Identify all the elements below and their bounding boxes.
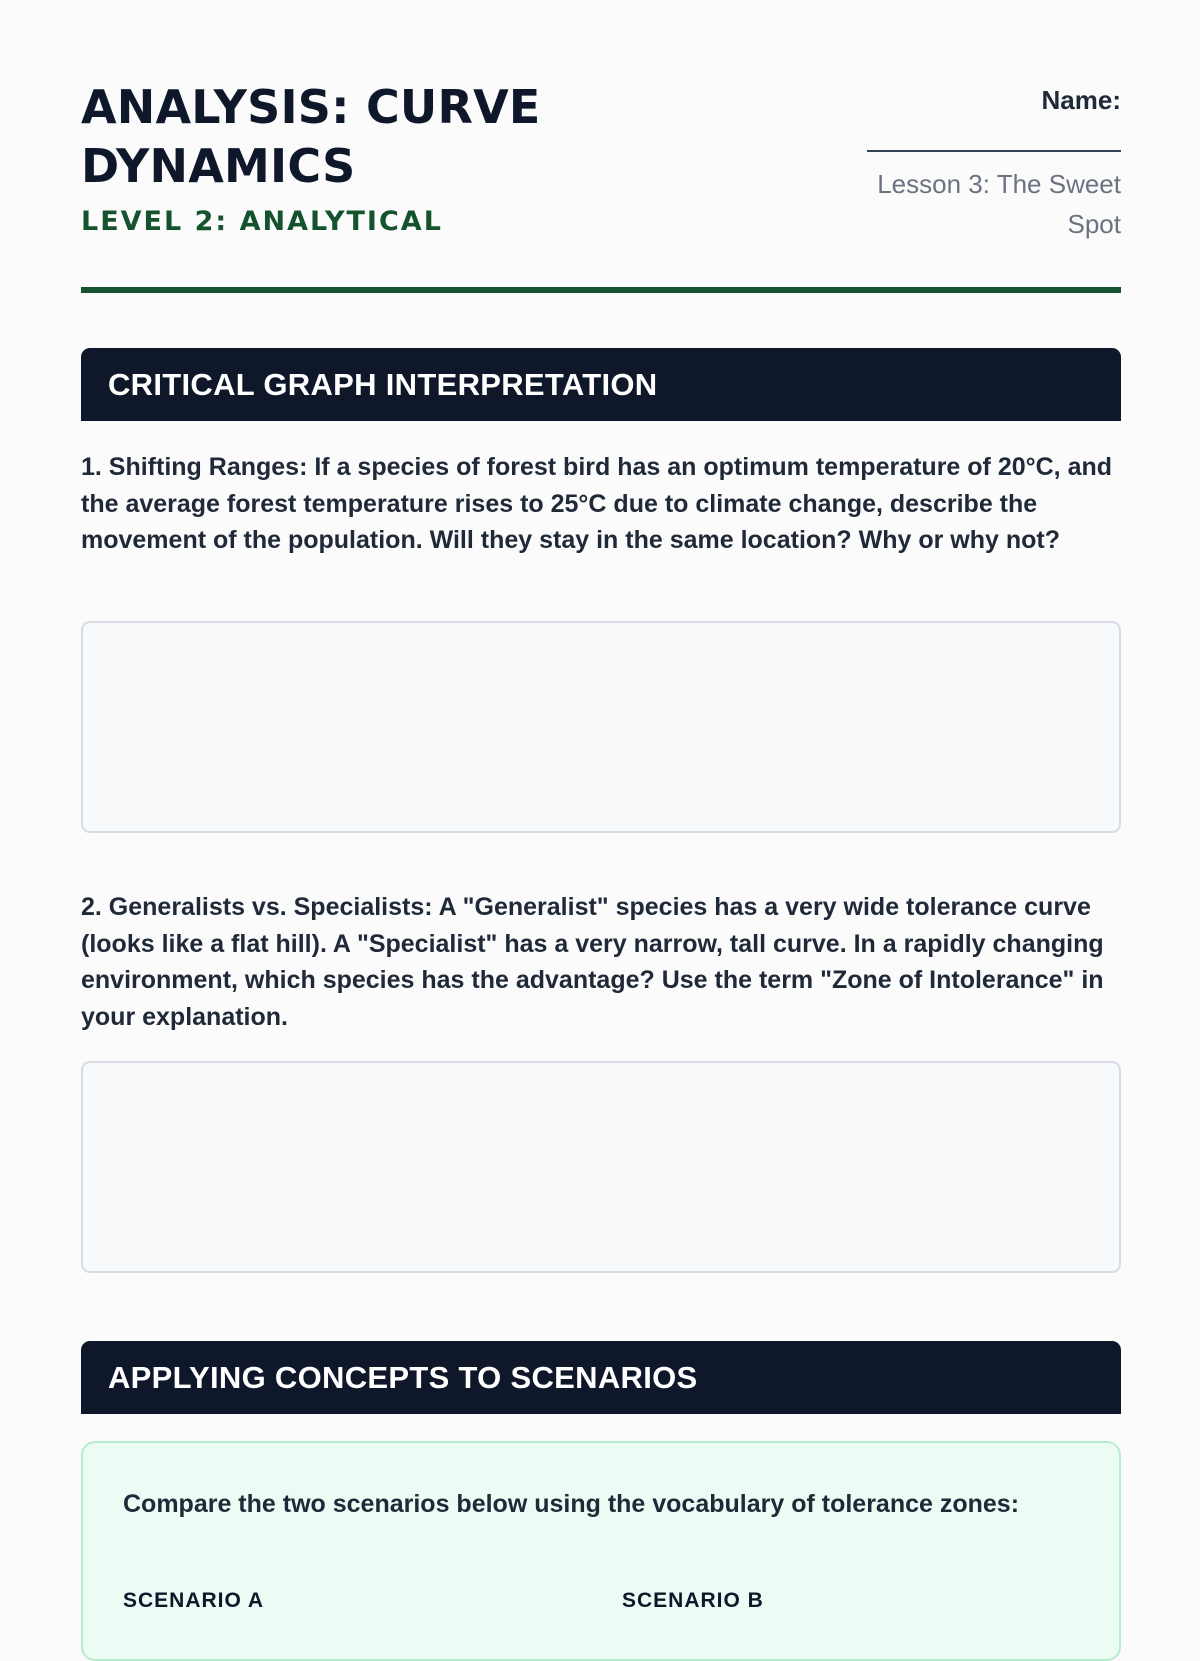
section-title: CRITICAL GRAPH INTERPRETATION	[108, 366, 658, 402]
answer-box-1[interactable]	[81, 621, 1121, 833]
question-1: 1. Shifting Ranges: If a species of forest bird has an optimum temperature of 20°C, and the average forest temperature rises to 25°C due to climate change, describe the movement of the population. Will they stay in the same location? Why or why not?	[81, 453, 1113, 555]
answer-box-2[interactable]	[81, 1061, 1121, 1273]
header-divider	[81, 287, 1121, 293]
lesson-label: Lesson 3: The Sweet Spot	[877, 169, 1121, 239]
page-title: ANALYSIS: CURVE DYNAMICS	[81, 80, 541, 193]
name-blank-line[interactable]	[867, 150, 1121, 152]
section-header-applying-concepts	[81, 1341, 1121, 1414]
name-label: Name:	[1041, 85, 1121, 115]
level-label: LEVEL 2: ANALYTICAL	[81, 206, 443, 237]
section-title: APPLYING CONCEPTS TO SCENARIOS	[108, 1359, 698, 1395]
scenario-b-label: SCENARIO B	[622, 1589, 764, 1612]
scenario-panel	[81, 1441, 1121, 1661]
worksheet-page	[81, 0, 1121, 1612]
student-meta	[821, 84, 1121, 244]
scenario-instructions: Compare the two scenarios below using the vocabulary of tolerance zones:	[123, 1490, 1020, 1518]
question-2: 2. Generalists vs. Specialists: A "Generalist" species has a very wide tolerance curve (looks like a flat hill). A "Specialist" has a very narrow, tall curve. In a rapidly changing environment, which species has the advantage? Use the term "Zone of Intolerance" in your explanation.	[81, 893, 1104, 1032]
worksheet-header	[81, 78, 1121, 248]
section-header-graph-interpretation	[81, 348, 1121, 421]
scenario-a-label: SCENARIO A	[123, 1589, 265, 1612]
